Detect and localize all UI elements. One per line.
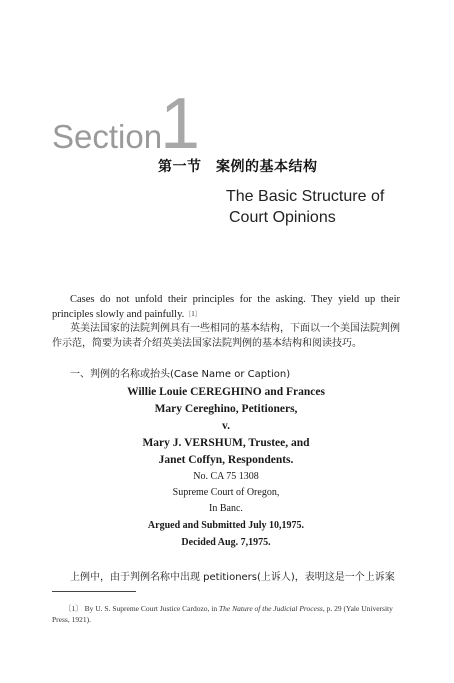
section-number: 1	[160, 84, 201, 164]
subheading-case-name: 一、判例的名称或抬头(Case Name or Caption)	[70, 369, 291, 380]
english-title-line2: Court Opinions	[229, 209, 336, 226]
case-court: Supreme Court of Oregon,	[172, 487, 280, 498]
case-argued-date: Argued and Submitted July 10,1975.	[147, 520, 305, 531]
footnote-marker: 〔1〕	[64, 604, 83, 613]
case-line-3: v.	[222, 420, 230, 432]
case-line-2: Mary Cereghino, Petitioners,	[154, 403, 298, 415]
case-line-1: Willie Louie CEREGHINO and Frances	[127, 386, 325, 398]
footnote-reference[interactable]: 〔1〕	[184, 310, 202, 318]
footnote-text-before: By U. S. Supreme Court Justice Cardozo, in	[82, 604, 219, 613]
case-in-banc: In Banc.	[209, 503, 243, 514]
english-title-line1: The Basic Structure of	[226, 188, 385, 205]
case-decided-date: Decided Aug. 7,1975.	[181, 537, 271, 548]
quote-text: Cases do not unfold their principles for the asking. They yield up their principles slowly and painfully.	[52, 294, 400, 320]
case-line-4: Mary J. VERSHUM, Trustee, and	[142, 437, 310, 449]
case-number: No. CA 75 1308	[193, 471, 259, 482]
intro-paragraph: 英美法国家的法院判例具有一些相同的基本结构，下面以一个美国法院判例作示范，简要为读者介绍英美法国家法院判例的基本结构和阅读技巧。	[52, 323, 400, 349]
chinese-section-title: 第一节 案例的基本结构	[158, 159, 318, 175]
footnote-divider	[52, 591, 136, 592]
case-caption	[52, 384, 400, 551]
footnote-book-title: The Nature of the Judicial Process	[219, 604, 323, 613]
opening-quote	[52, 292, 400, 322]
english-section-title	[226, 186, 426, 228]
case-line-5: Janet Coffyn, Respondents.	[158, 454, 294, 466]
footnote-text-after: , p. 29 (Yale University Press, 1921).	[52, 604, 393, 624]
section-word: Section	[52, 118, 163, 155]
footnote	[52, 603, 400, 625]
trailing-paragraph: 上例中，由于判例名称中出现 petitioners(上诉人)，表明这是一个上诉案	[70, 572, 395, 583]
